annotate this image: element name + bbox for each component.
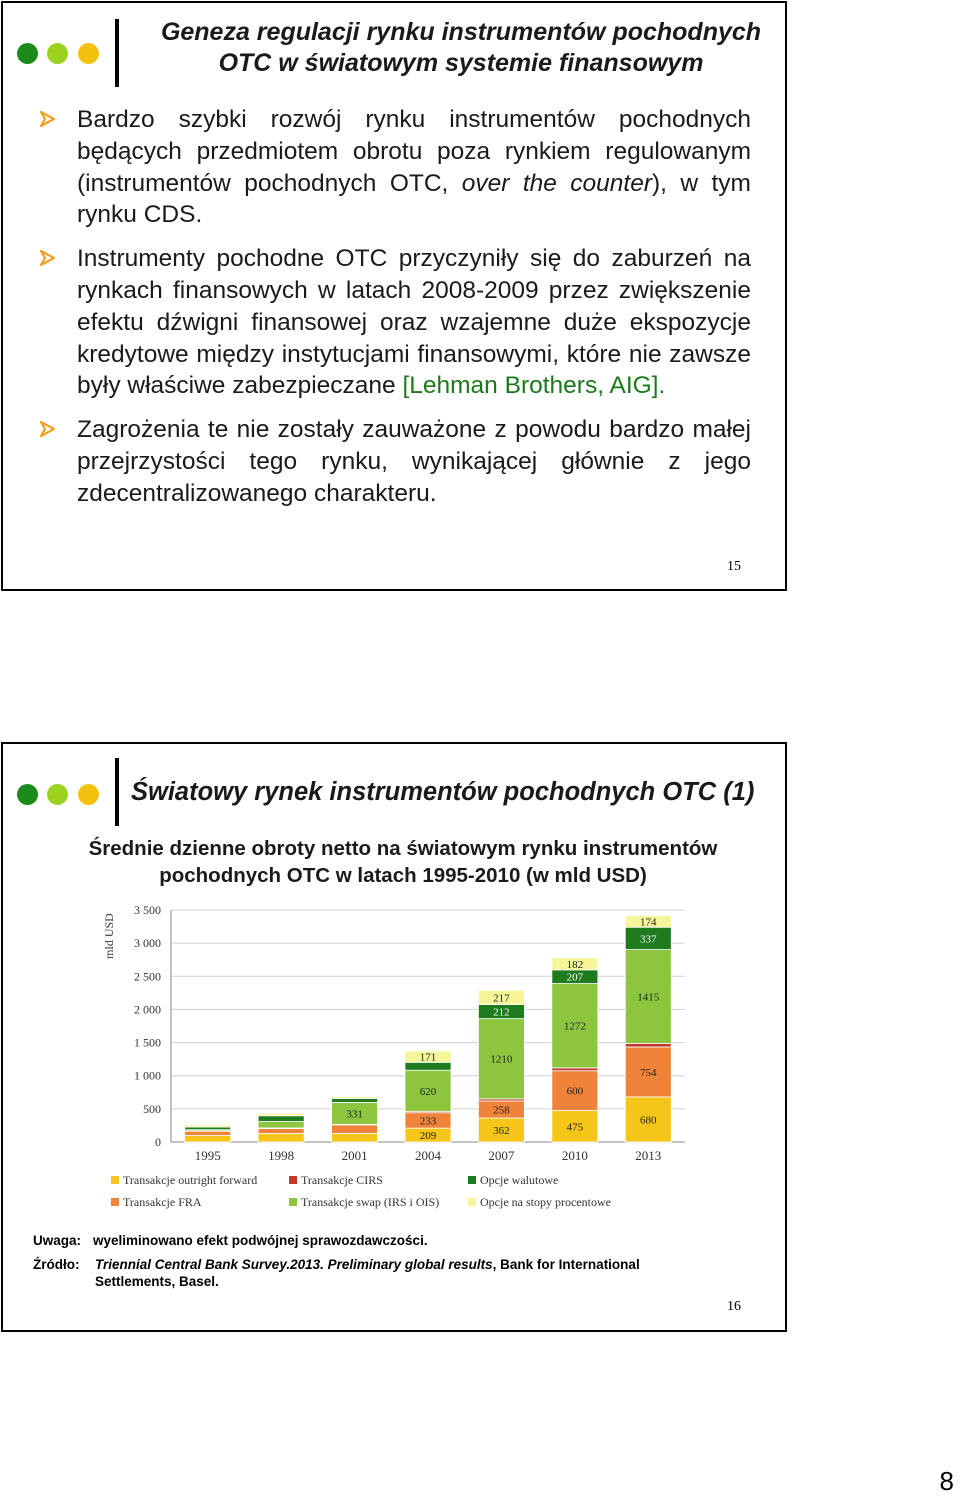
bar-segment xyxy=(185,1127,231,1130)
y-tick-label: 500 xyxy=(143,1101,161,1116)
bar-segment xyxy=(258,1129,304,1134)
lime-dot-icon xyxy=(47,43,68,64)
source-line-2: Settlements, Basel. xyxy=(95,1274,219,1289)
arrow-bullet-icon xyxy=(39,249,57,267)
legend-swatch xyxy=(289,1176,297,1184)
chart-container xyxy=(93,890,713,1232)
bullet-highlight: [Lehman Brothers, AIG]. xyxy=(402,372,666,400)
bar-segment xyxy=(625,1043,671,1047)
legend-label: Transakcje swap (IRS i OIS) xyxy=(301,1195,440,1209)
data-label: 171 xyxy=(419,1051,437,1064)
data-label: 620 xyxy=(419,1085,437,1098)
y-tick-label: 0 xyxy=(155,1135,161,1149)
bullet-item xyxy=(39,414,751,509)
page-number: 15 xyxy=(727,559,741,574)
y-tick-label: 1 000 xyxy=(134,1068,161,1083)
bar-segment xyxy=(258,1116,304,1122)
slide-decoration-dots xyxy=(17,784,107,806)
x-tick-label: 2004 xyxy=(415,1148,441,1163)
data-label: 1415 xyxy=(637,991,660,1004)
bullet-text: Zagrożenia te nie zostały zauważone z powodu bardzo małej przejrzystości tego rynku, wynikającej głównie z jego zdecentralizowanego charakteru. xyxy=(77,416,751,507)
legend-swatch xyxy=(468,1198,476,1206)
document-page-number: 8 xyxy=(939,1466,954,1496)
source xyxy=(33,1256,773,1292)
title-divider xyxy=(115,19,119,87)
note-text: wyeliminowano efekt podwójnej sprawozdawczości. xyxy=(93,1233,428,1248)
x-tick-label: 1998 xyxy=(268,1148,295,1163)
slide-15 xyxy=(1,1,787,591)
legend-label: Opcje na stopy procentowe xyxy=(480,1195,611,1209)
data-label: 217 xyxy=(493,992,510,1005)
bar-segment xyxy=(552,1068,598,1071)
data-label: 362 xyxy=(493,1125,510,1138)
slide-title: Światowy rynek instrumentów pochodnych OTC (1) xyxy=(131,778,755,806)
y-tick-label: 2 000 xyxy=(134,1002,161,1017)
bullet-italic: over the counter xyxy=(461,169,653,197)
page-number: 16 xyxy=(727,1299,741,1314)
note-label: Uwaga: xyxy=(33,1233,82,1248)
source-label: Źródło: xyxy=(33,1257,80,1272)
chart-caption xyxy=(43,835,763,889)
data-label: 258 xyxy=(493,1104,510,1117)
x-tick-label: 1995 xyxy=(194,1148,221,1163)
bullet-text: Instrumenty pochodne OTC przyczyniły się do zaburzeń na rynkach finansowych w latach 2008-2009 przez zwiększenie efektu dźwigni finansowej oraz wzajemne duże ekspozycje kredytowe między instytucjami finansowymi, które nie zawsze były właściwe zabezpieczane xyxy=(77,245,751,400)
yellow-dot-icon xyxy=(78,784,99,805)
slide-16 xyxy=(1,742,787,1332)
caption-line-1: Średnie dzienne obroty netto na światowym rynku instrumentów xyxy=(88,837,718,860)
data-label: 207 xyxy=(566,971,584,984)
bar-segment xyxy=(258,1113,304,1115)
note xyxy=(33,1232,773,1250)
slide-decoration-dots xyxy=(17,43,107,65)
data-label: 337 xyxy=(640,933,657,946)
title-line-2: OTC w światowym systemie finansowym xyxy=(218,49,704,77)
arrow-bullet-icon xyxy=(39,110,57,128)
bar-segment xyxy=(258,1134,304,1142)
data-label: 600 xyxy=(566,1085,584,1098)
green-dot-icon xyxy=(17,43,38,64)
data-label: 174 xyxy=(640,916,657,929)
bar-segment xyxy=(332,1125,378,1134)
stacked-bar-chart xyxy=(93,890,713,1232)
data-label: 754 xyxy=(640,1066,657,1079)
slide-title xyxy=(123,17,799,79)
y-tick-label: 1 500 xyxy=(134,1035,161,1050)
data-label: 212 xyxy=(493,1006,510,1019)
bullet-list xyxy=(39,104,751,522)
x-tick-label: 2001 xyxy=(341,1148,368,1163)
bullet-item xyxy=(39,243,751,402)
title-line-1: Geneza regulacji rynku instrumentów pochodnych xyxy=(160,18,762,46)
bullet-item xyxy=(39,104,751,231)
bar-segment xyxy=(332,1133,378,1142)
data-label: 182 xyxy=(566,958,584,971)
data-label: 680 xyxy=(640,1114,657,1127)
legend-swatch xyxy=(468,1176,476,1184)
x-tick-label: 2007 xyxy=(488,1148,515,1163)
legend-swatch xyxy=(111,1176,119,1184)
data-label: 233 xyxy=(419,1115,437,1128)
bar-segment xyxy=(332,1097,378,1099)
legend-label: Opcje walutowe xyxy=(480,1173,559,1187)
bar-segment xyxy=(332,1098,378,1102)
y-tick-label: 3 000 xyxy=(134,936,161,951)
arrow-bullet-icon xyxy=(39,420,57,438)
bullet-text: Bardzo szybki rozwój rynku instrumentów pochodnych będących przedmiotem obrotu poza rynkiem regulowanym (instrumentów pochodnych OTC, xyxy=(77,106,751,197)
legend-label: Transakcje CIRS xyxy=(301,1173,383,1187)
caption-line-2: pochodnych OTC w latach 1995-2010 (w mld USD) xyxy=(159,864,647,887)
legend-label: Transakcje FRA xyxy=(123,1195,202,1209)
source-publisher: , Bank for International xyxy=(492,1257,640,1272)
green-dot-icon xyxy=(17,784,38,805)
y-tick-label: 3 500 xyxy=(134,903,161,917)
y-axis-label: mld USD xyxy=(102,913,116,959)
title-divider xyxy=(115,758,119,826)
bar-segment xyxy=(185,1136,231,1142)
yellow-dot-icon xyxy=(78,43,99,64)
data-label: 1272 xyxy=(563,1020,586,1033)
bar-segment xyxy=(185,1131,231,1135)
x-tick-label: 2010 xyxy=(561,1148,588,1163)
legend-swatch xyxy=(111,1198,119,1206)
data-label: 1210 xyxy=(490,1053,513,1066)
bar-segment xyxy=(185,1125,231,1127)
lime-dot-icon xyxy=(47,784,68,805)
data-label: 475 xyxy=(566,1121,584,1134)
source-title: Triennial Central Bank Survey.2013. Preliminary global results xyxy=(95,1257,493,1272)
data-label: 209 xyxy=(419,1130,437,1143)
x-tick-label: 2013 xyxy=(635,1148,662,1163)
legend-label: Transakcje outright forward xyxy=(123,1173,258,1187)
source-text xyxy=(95,1256,755,1290)
legend-swatch xyxy=(289,1198,297,1206)
y-tick-label: 2 500 xyxy=(134,969,161,984)
bar-segment xyxy=(258,1122,304,1128)
data-label: 331 xyxy=(346,1108,363,1121)
bullet-text-end: ), w tym rynku CDS. xyxy=(77,169,751,229)
